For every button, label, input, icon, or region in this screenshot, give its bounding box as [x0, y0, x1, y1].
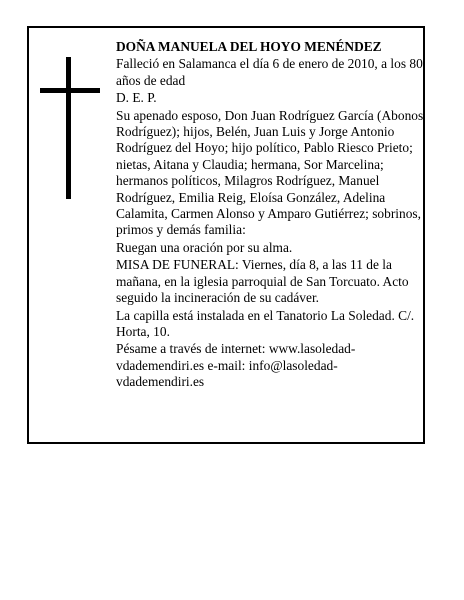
rest-in-peace: D. E. P. [116, 90, 157, 106]
prayer-request: Ruegan una oración por su alma. [116, 239, 293, 255]
cross-horizontal-bar [40, 88, 100, 93]
cross-icon [40, 57, 100, 199]
deceased-name: DOÑA MANUELA DEL HOYO MENÉNDEZ [116, 39, 382, 54]
obituary-notice [27, 26, 425, 444]
condolences-contact: Pésame a través de internet: www.lasoledad-vdademendiri.es e-mail: info@lasoledad-vdademendiri.es [116, 341, 356, 390]
chapel-location: La capilla está instalada en el Tanatorio La Soledad. C/. Horta, 10. [116, 307, 415, 339]
cross-vertical-bar [66, 57, 71, 199]
family-list: Su apenado esposo, Don Juan Rodríguez García (Abonos Rodríguez); hijos, Belén, Juan Luis y Jorge Antonio Rodríguez del Hoyo; hijo político, Pablo Riesco Prieto; nietas, Aitana y Claudia; hermana, Sor Marcelina; hermanos políticos, Milagros Rodríguez, Manuel Rodríguez, Emilia Reig, Eloísa González, Adelina Calamita, Carmen Alonso y Amparo Gutiérrez; sobrinos, primos y demás familia: [116, 107, 424, 238]
death-details: Falleció en Salamanca el día 6 de enero de 2010, a los 80 años de edad [116, 56, 423, 88]
obituary-text [116, 39, 424, 392]
funeral-details: MISA DE FUNERAL: Viernes, día 8, a las 11 de la mañana, en la iglesia parroquial de San Torcuato. Acto seguido la incineración de su cadáver. [116, 257, 409, 306]
